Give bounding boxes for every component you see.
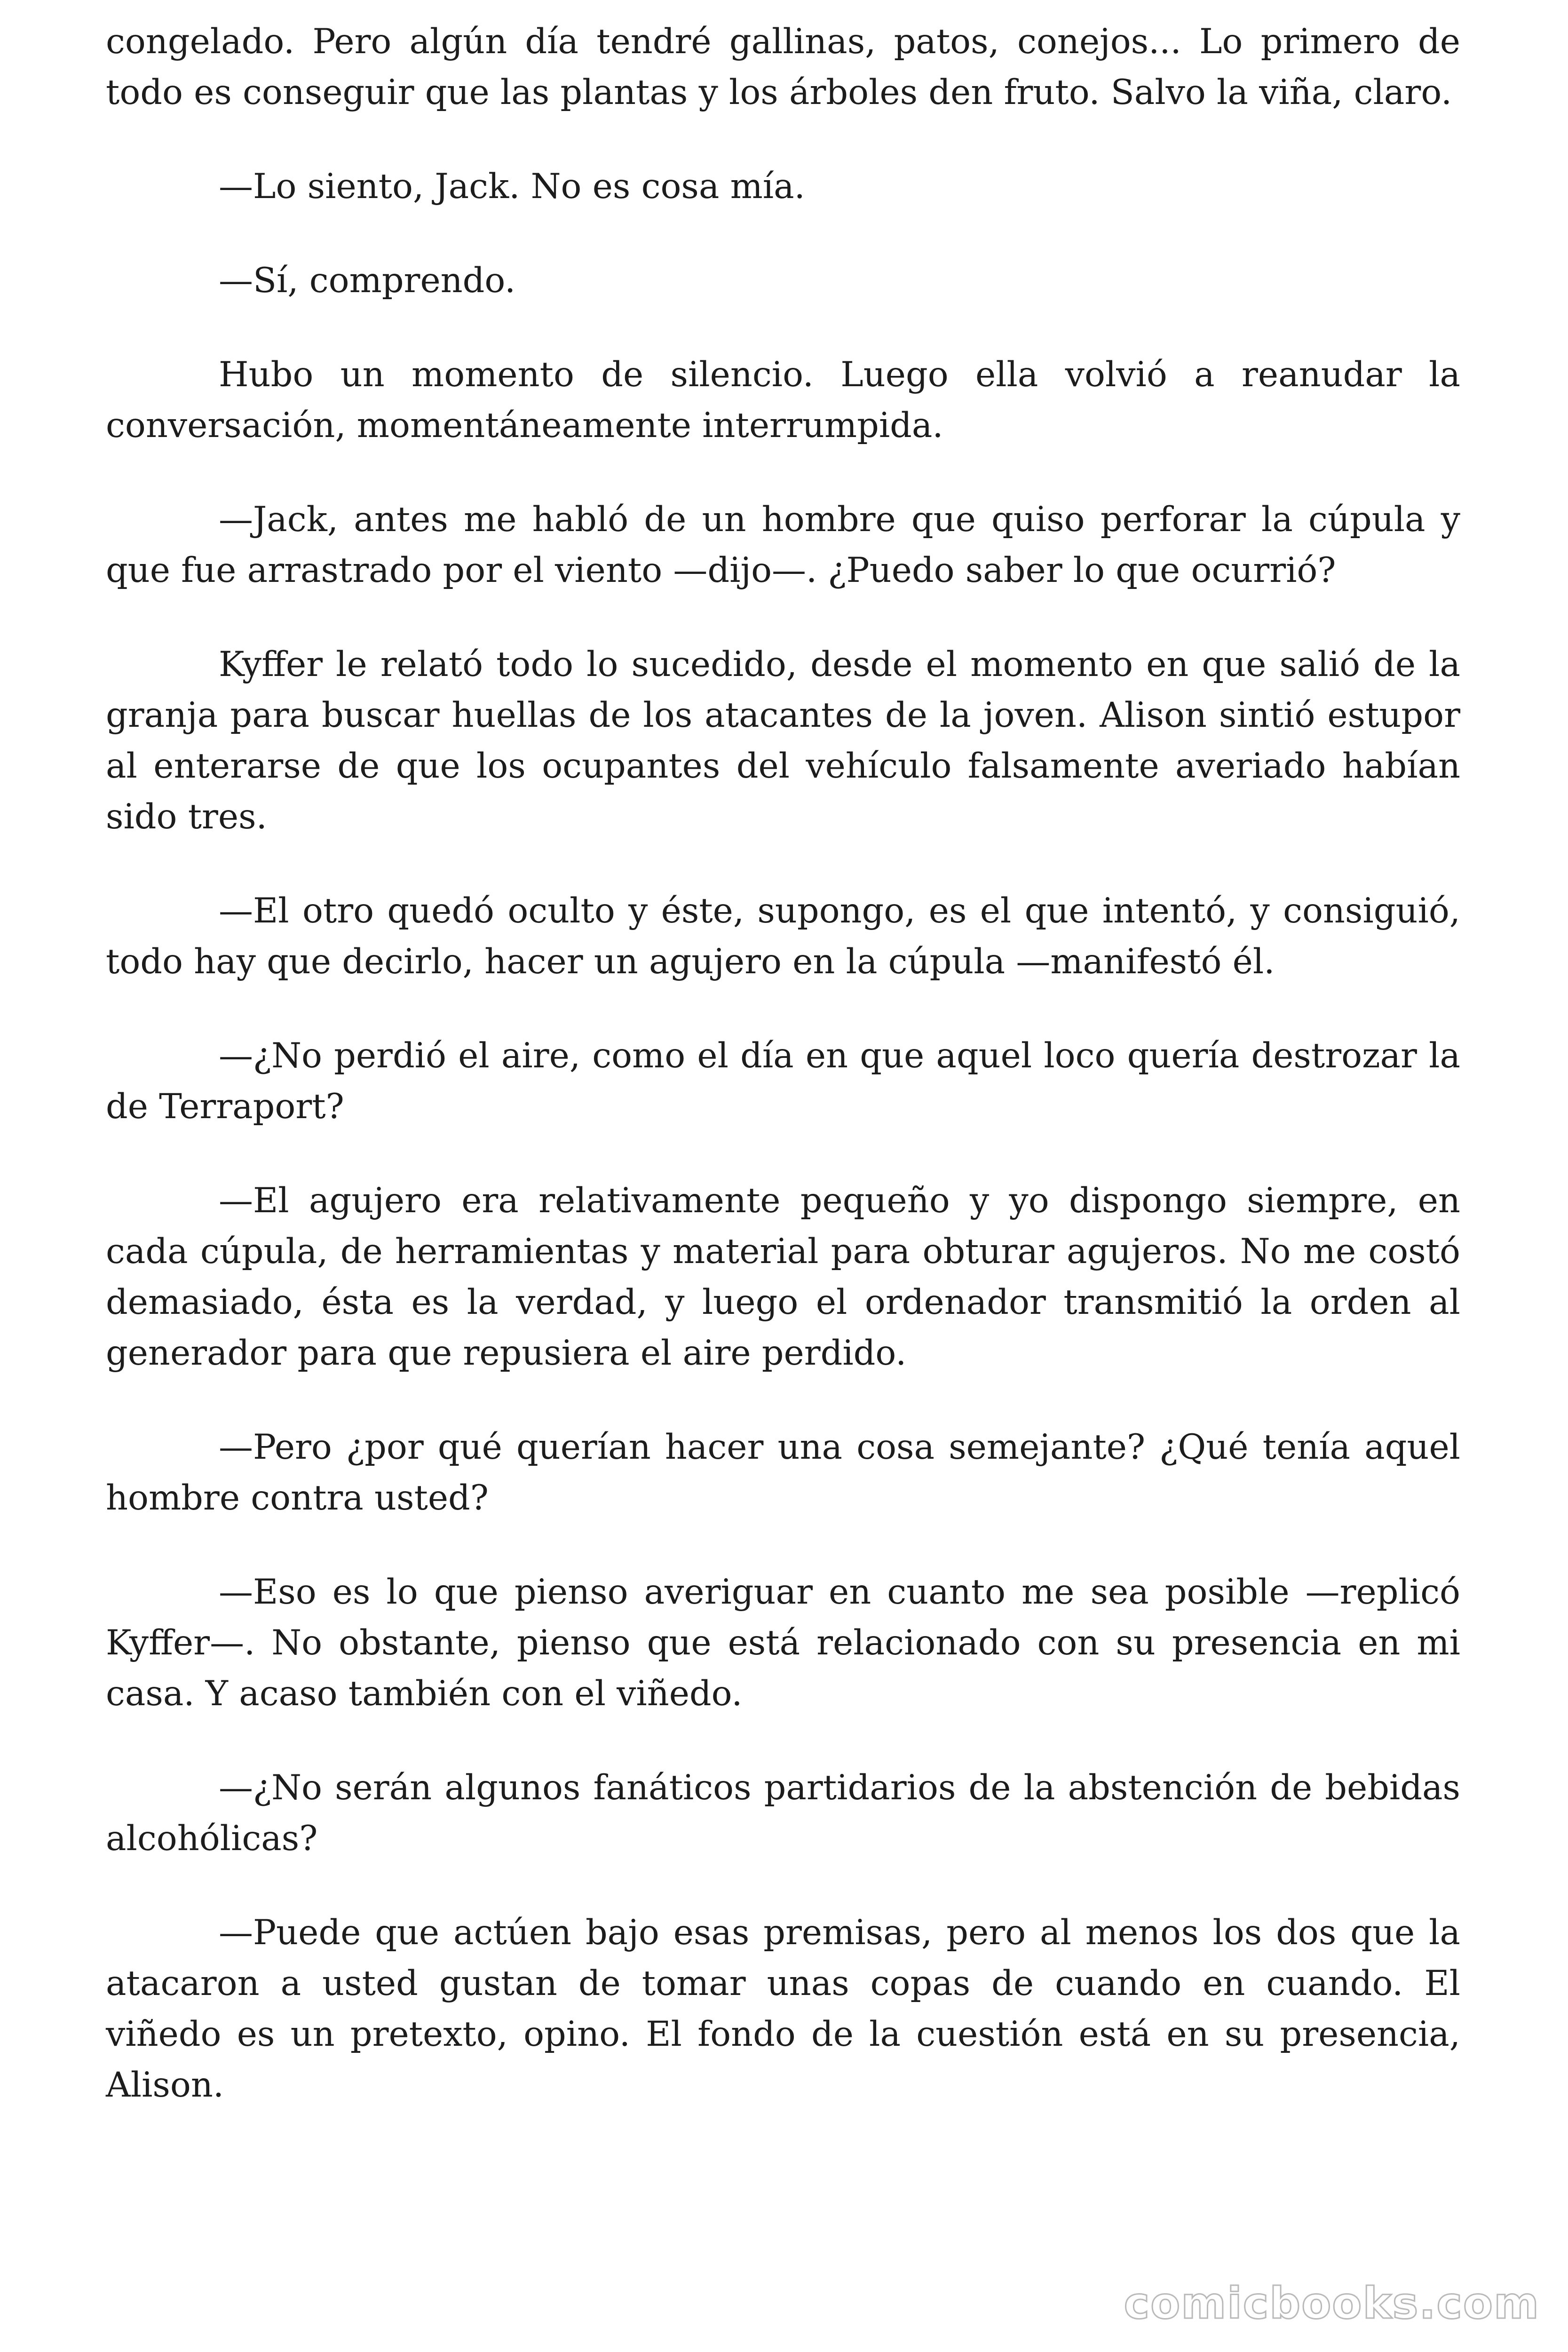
- paragraph: Hubo un momento de silencio. Luego ella volvió a reanudar la conversación, momentáneamente interrumpida.: [106, 355, 1460, 445]
- paragraph: Kyffer le relató todo lo sucedido, desde el momento en que salió de la granja para buscar huellas de los atacantes de la joven. Alison sintió estupor al enterarse de que los ocupantes del vehículo falsamente averiado habían sido tres.: [106, 644, 1460, 837]
- paragraph: —El agujero era relativamente pequeño y yo dispongo siempre, en cada cúpula, de herramientas y material para obturar agujeros. No me costó demasiado, ésta es la verdad, y luego el ordenador transmitió la orden al generador para que repusiera el aire perdido.: [106, 1181, 1460, 1373]
- paragraph: —Puede que actúen bajo esas premisas, pero al menos los dos que la atacaron a usted gustan de tomar unas copas de cuando en cuando. El viñedo es un pretexto, opino. El fondo de la cuestión está en su presencia, Alison.: [106, 1913, 1460, 2105]
- paragraph: —Pero ¿por qué querían hacer una cosa semejante? ¿Qué tenía aquel hombre contra usted?: [106, 1427, 1460, 1518]
- paragraph: —El otro quedó oculto y éste, supongo, es el que intentó, y consiguió, todo hay que decirlo, hacer un agujero en la cúpula —manifestó él.: [106, 891, 1460, 982]
- page-text: [106, 16, 1460, 2154]
- paragraph: —Eso es lo que pienso averiguar en cuanto me sea posible —replicó Kyffer—. No obstante, pienso que está relacionado con su presencia en mi casa. Y acaso también con el viñedo.: [106, 1572, 1460, 1714]
- watermark: comicbooks.com: [1124, 2278, 1540, 2328]
- paragraph: —Sí, comprendo.: [219, 261, 516, 301]
- paragraph: —¿No serán algunos fanáticos partidarios de la abstención de bebidas alcohólicas?: [106, 1768, 1460, 1859]
- paragraph: —Jack, antes me habló de un hombre que quiso perforar la cúpula y que fue arrastrado por el viento —dijo—. ¿Puedo saber lo que ocurrió?: [106, 500, 1460, 590]
- paragraph: congelado. Pero algún día tendré gallinas, patos, conejos... Lo primero de todo es conseguir que las plantas y los árboles den fruto. Salvo la viña, claro.: [106, 22, 1460, 112]
- paragraph: —¿No perdió el aire, como el día en que aquel loco quería destrozar la de Terraport?: [106, 1036, 1460, 1127]
- paragraph: —Lo siento, Jack. No es cosa mía.: [219, 167, 805, 207]
